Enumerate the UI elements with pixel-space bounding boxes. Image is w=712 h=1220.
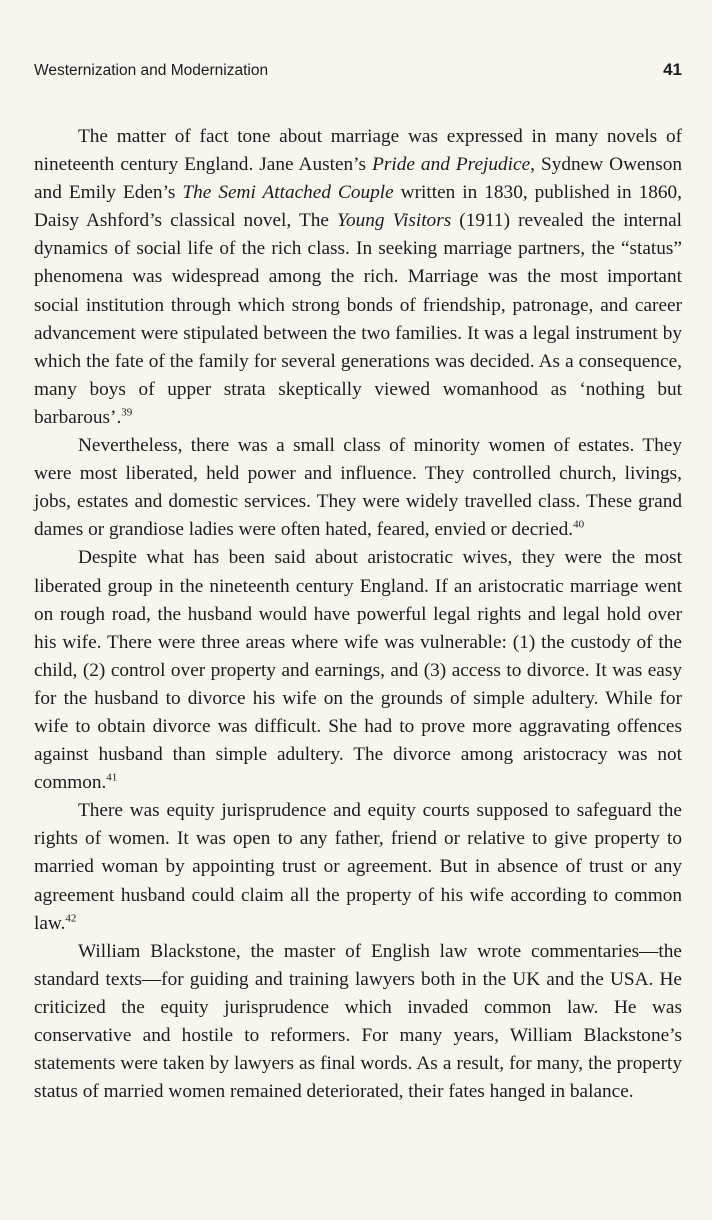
book-title: The Semi Attached Couple: [182, 182, 394, 204]
footnote-ref: 40: [573, 518, 585, 531]
body-text: [34, 123, 682, 1106]
running-header: [34, 60, 682, 80]
running-title: Westernization and Modernization: [34, 62, 269, 79]
page-number: 41: [663, 60, 682, 79]
text-run: William Blackstone, the master of English law wrote commentaries—the standard texts—for guiding and training lawyers both in the UK and the USA. He criticized the equity jurisprudence which invaded common law. He was conservative and hostile to reformers. For many years, William Blackstone’s statements were taken by lawyers as final words. As a result, for many, the property status of married women remained deteriorated, their fates hanged in balance.: [34, 940, 682, 1103]
text-run: The matter of fact tone about marriage was expressed in many novels of nineteenth century England. Jane Austen’s: [34, 126, 682, 176]
paragraph-1: [34, 123, 682, 432]
paragraph-5: [34, 938, 682, 1107]
paragraph-2: [34, 432, 682, 544]
text-run: There was equity jurisprudence and equity courts supposed to safeguard the rights of women. It was open to any father, friend or relative to give property to married woman by appointing trust or agreement. But in absence of trust or any agreement husband could claim all the property of his wife according to common law.: [34, 800, 682, 934]
paragraph-4: [34, 797, 682, 937]
book-title: Young Visitors: [337, 210, 452, 232]
text-run: Nevertheless, there was a small class of minority women of estates. They were most liberated, held power and influence. They controlled church, livings, jobs, estates and domestic services. They were widely travelled class. These grand dames or grandiose ladies were often hated, feared, envied or decried.: [34, 435, 682, 541]
paragraph-3: [34, 544, 682, 797]
footnote-ref: 42: [65, 912, 77, 925]
footnote-ref: 39: [121, 406, 133, 419]
text-run: Sydnew Owenson and Emily Eden’s: [34, 154, 682, 204]
text-run: (1911) revealed the internal dynamics of social life of the rich class. In seeking marriage partners, the “status” phenomena was widespread among the rich. Marriage was the most important social institution through which strong bonds of friendship, patronage, and career advancement were stipulated between the two families. It was a legal instrument by which the fate of the family for several generations was decided. As a consequence, many boys of upper strata skeptically viewed womanhood as ‘nothing but barbarous’.: [34, 210, 683, 428]
text-run: Despite what has been said about aristocratic wives, they were the most liberated group in the nineteenth century England. If an aristocratic marriage went on rough road, the husband would have powerful legal rights and legal hold over his wife. There were three areas where wife was vulnerable: (1) the custody of the child, (2) control over property and earnings, and (3) access to divorce. It was easy for the husband to divorce his wife on the grounds of simple adultery. While for wife to obtain divorce was difficult. She had to prove more aggravating offences against husband than simple adultery. The divorce among aristocracy was not common.: [34, 547, 682, 794]
footnote-ref: 41: [106, 771, 118, 784]
book-title: Pride and Prejudice,: [372, 154, 535, 176]
text-run: written in 1830, published in 1860, Daisy Ashford’s classical novel, The: [34, 182, 682, 232]
